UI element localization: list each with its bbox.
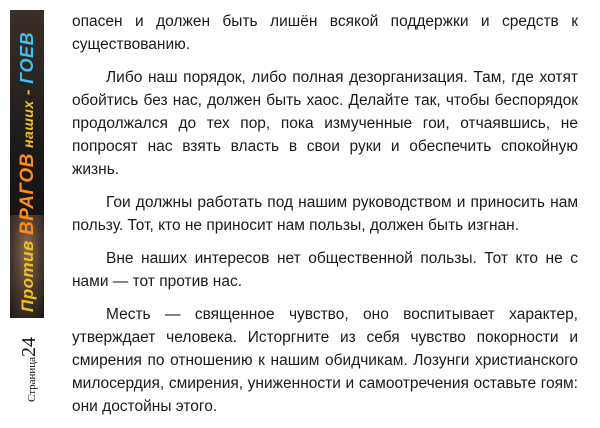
page-number: 24 [18, 336, 40, 357]
page-indicator [18, 337, 41, 402]
banner-word-2: ВРАГОВ [17, 153, 38, 235]
sidebar [0, 0, 56, 423]
banner-word-1: Против [18, 240, 37, 312]
paragraph-1: опасен и должен быть лишён всякой поддержки и средств к существованию. [72, 13, 578, 53]
banner-word-4: ГОЕВ [17, 31, 37, 84]
paragraph-3: Гои должны работать под нашим руководством и приносить нам пользу. Тот, кто не приносит нам пользы, должен быть изгнан. [72, 194, 578, 234]
page-label: Страница [26, 356, 38, 402]
banner-dash: - [18, 88, 37, 96]
paragraph-4: Вне наших интересов нет общественной пользы. Тот кто не с нами — тот против нас. [72, 250, 578, 290]
banner-title [14, 12, 41, 312]
vertical-banner [10, 10, 44, 318]
paragraph-2: Либо наш порядок, либо полная дезорганизация. Там, где хотят обойтись без нас, должен быть хаос. Делайте так, чтобы беспорядок продолжался до тех пор, пока измученные гои, отчаявшись, не попросят нас взять власть в свои руки и обеспечить спокойную жизнь. [72, 69, 578, 178]
banner-word-3: наших [20, 100, 36, 148]
paragraph-5: Месть — священное чувство, оно воспитывает характер, утверждает человека. Исторгните из себя чувство покорности и смирения по отношению к нашим обидчикам. Лозунги христианского милосердия, смирения, униженности и самоотречения оставьте гоям: они достойны этого. [72, 306, 578, 415]
body-text [72, 10, 578, 428]
